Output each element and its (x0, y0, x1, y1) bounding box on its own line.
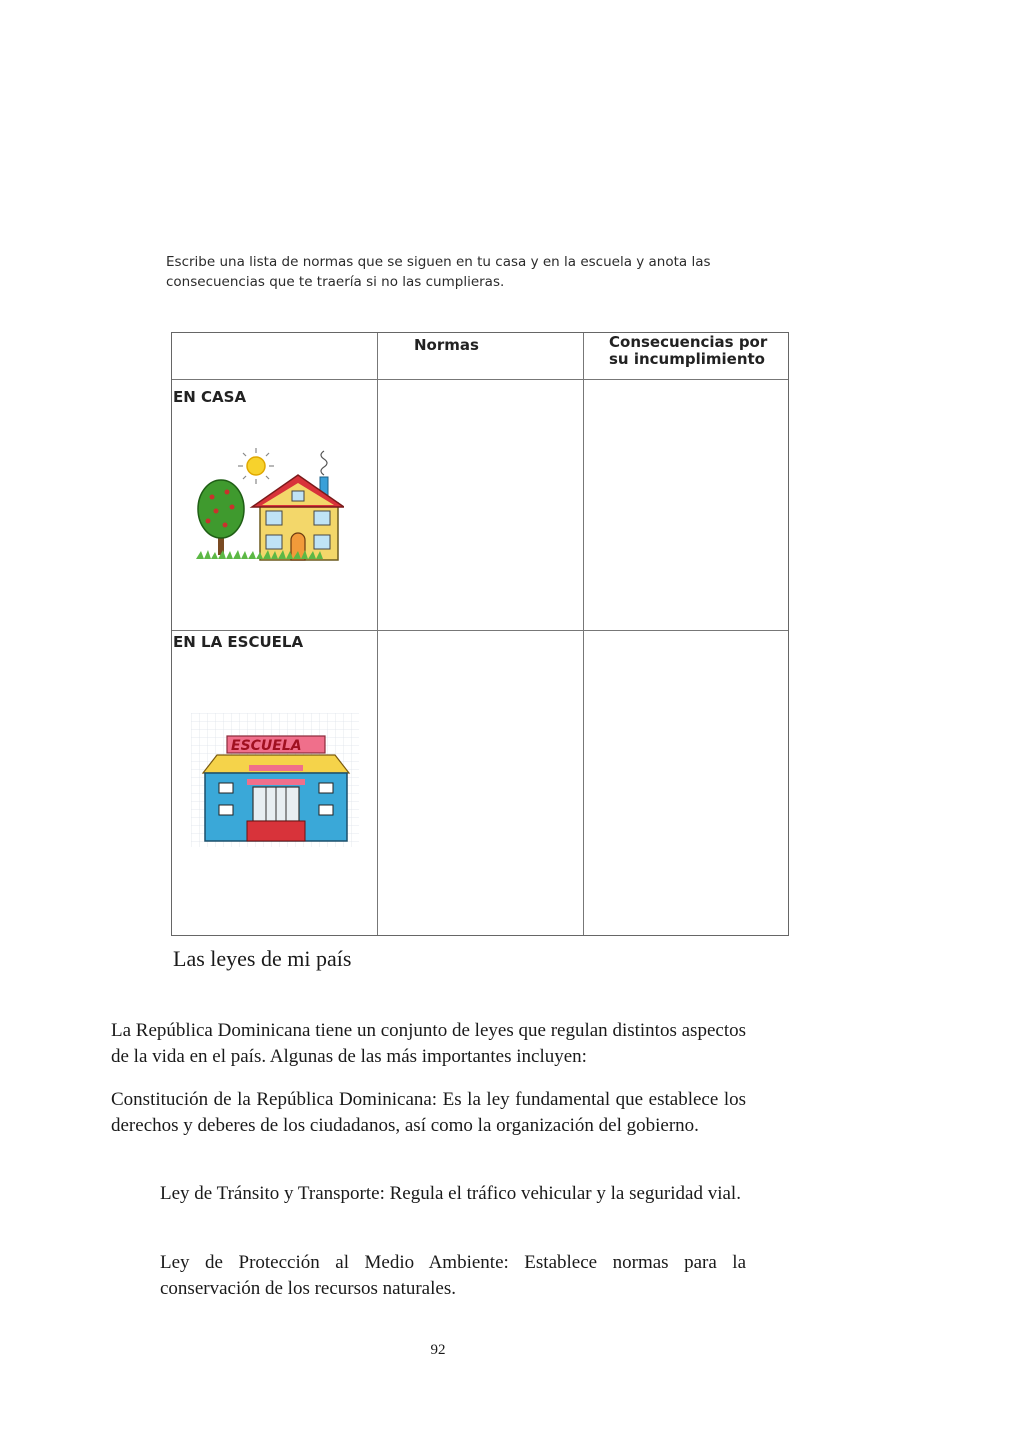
column-divider-2 (583, 333, 584, 935)
tree-icon (198, 480, 244, 555)
header-consecuencias-line-2: su incumplimiento (609, 350, 765, 368)
section-title: Las leyes de mi país (173, 946, 352, 971)
paragraph-intro: La República Dominicana tiene un conjunto de leyes que regulan distintos aspectos de la vida en el país. Algunas de las más importantes incluyen: (111, 1020, 746, 1067)
paragraph-constitucion: Constitución de la República Dominicana: Es la ley fundamental que establece los derechos y deberes de los ciudadanos, así como la organización del gobierno. (111, 1089, 746, 1136)
row-label-en-casa: EN CASA (173, 388, 247, 406)
instructions (166, 252, 726, 292)
instructions-line-2: consecuencias que te traería si no las cumplieras. (166, 274, 505, 290)
house-illustration (194, 445, 344, 570)
house-icon (252, 451, 344, 560)
header-consecuencias-line-1: Consecuencias por (609, 333, 768, 351)
sun-icon (238, 448, 274, 484)
row-label-en-la-escuela: EN LA ESCUELA (173, 633, 304, 651)
row-divider-header (172, 379, 788, 380)
header-normas: Normas (414, 336, 479, 354)
header-consecuencias (609, 334, 767, 368)
page-number: 92 (430, 1342, 446, 1358)
worksheet-table (171, 332, 789, 936)
column-divider-1 (377, 333, 378, 935)
row-divider-middle (172, 630, 788, 631)
paragraph-transito: Ley de Tránsito y Transporte: Regula el tráfico vehicular y la seguridad vial. (160, 1183, 741, 1204)
paragraph-medio-ambiente: Ley de Protección al Medio Ambiente: Establece normas para la conservación de los recursos naturales. (160, 1252, 746, 1299)
instructions-line-1: Escribe una lista de normas que se siguen en tu casa y en la escuela y anota las (166, 254, 711, 270)
school-sign-text: ESCUELA (231, 738, 302, 754)
school-illustration (191, 713, 359, 847)
